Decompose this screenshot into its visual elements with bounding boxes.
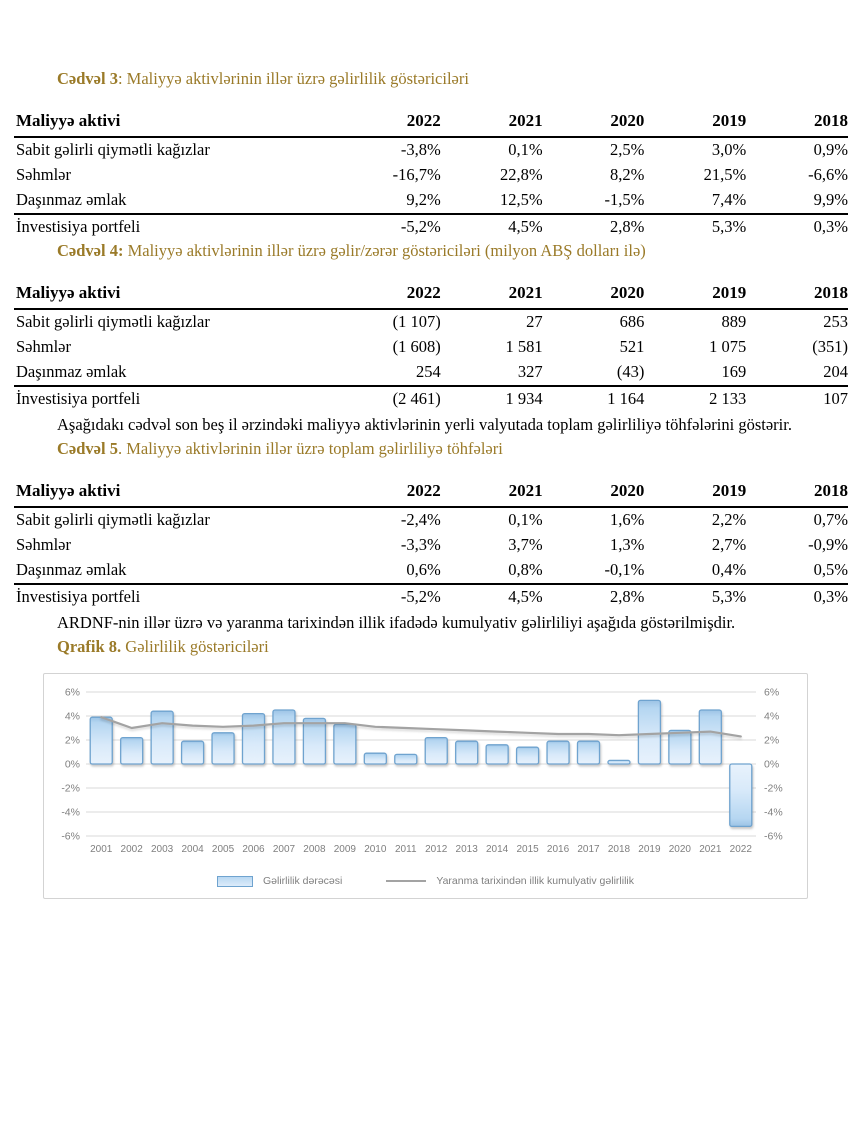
value-cell: 27 xyxy=(526,312,543,331)
value-cell: 5,3% xyxy=(711,217,747,236)
table-profit-loss-by-year xyxy=(14,282,848,412)
x-axis-label: 2011 xyxy=(395,844,417,855)
x-axis-label: 2008 xyxy=(303,844,326,855)
asset-label-cell: Sabit gəlirli qiymətli kağızlar xyxy=(16,140,210,159)
value-cell: 0,5% xyxy=(746,558,848,584)
value-cell: 0,7% xyxy=(813,510,848,529)
bar-2001 xyxy=(90,717,112,764)
y-axis-label-left: -4% xyxy=(61,806,80,819)
returns-chart-frame xyxy=(43,673,808,899)
chart-caption-label: Qrafik 8. xyxy=(57,637,122,656)
value-cell: 9,2% xyxy=(339,188,441,214)
value-cell: 0,9% xyxy=(813,140,848,159)
value-cell: -16,7% xyxy=(392,165,441,184)
bar-2013 xyxy=(456,741,478,764)
chart-caption-text: Gəlirlilik göstəriciləri xyxy=(121,637,269,656)
asset-label-cell: Səhmlər xyxy=(16,535,71,554)
year-column-header: 2018 xyxy=(746,480,848,507)
value-cell: 169 xyxy=(644,360,746,386)
bar-2012 xyxy=(425,738,447,764)
bar-2021 xyxy=(699,710,721,764)
asset-column-header: Maliyyə aktivi xyxy=(14,110,339,137)
table-total-row xyxy=(14,584,848,610)
year-column-header: 2022 xyxy=(339,110,441,137)
table4-caption-text: Maliyyə aktivlərinin illər üzrə gəlir/zərər göstəriciləri (milyon ABŞ dolları ilə) xyxy=(123,241,646,260)
asset-label-cell: Sabit gəlirli qiymətli kağızlar xyxy=(16,510,210,529)
value-cell: 0,8% xyxy=(441,558,543,584)
x-axis-label: 2021 xyxy=(699,844,722,855)
asset-label-cell: Daşınmaz əmlak xyxy=(14,188,339,214)
value-cell: 5,3% xyxy=(711,587,747,606)
value-cell: 1,6% xyxy=(610,510,645,529)
value-cell: 889 xyxy=(721,312,747,331)
value-cell: -3,3% xyxy=(400,535,441,554)
value-cell: 3,7% xyxy=(508,535,543,554)
y-axis-label-left: -2% xyxy=(61,782,80,795)
paragraph-cumulative-intro: ARDNF-nin illər üzrə və yaranma tarixindən illik ifadədə kumulyativ gəlirliliyi aşağıda göstərilmişdir. xyxy=(57,613,736,632)
x-axis-label: 2016 xyxy=(546,844,570,855)
x-axis-label: 2014 xyxy=(486,844,509,855)
bar-2018 xyxy=(608,760,630,764)
x-axis-label: 2015 xyxy=(516,844,539,855)
value-cell: 8,2% xyxy=(610,165,645,184)
year-column-header: 2018 xyxy=(746,110,848,137)
value-cell: (1 608) xyxy=(392,337,441,356)
value-cell: -0,1% xyxy=(543,558,645,584)
y-axis-label-left: 0% xyxy=(64,758,80,771)
value-cell: (351) xyxy=(812,337,848,356)
bar-2015 xyxy=(517,747,539,764)
value-cell: 204 xyxy=(746,360,848,386)
value-cell: 0,4% xyxy=(644,558,746,584)
value-cell: 2,8% xyxy=(610,587,645,606)
paragraph-contributions-intro: Aşağıdakı cədvəl son beş il ərzindəki maliyyə aktivlərinin yerli valyutada toplam gəlirliliyə töhfələrini göstərir. xyxy=(57,415,792,434)
value-cell: -1,5% xyxy=(543,188,645,214)
y-axis-label-right: -6% xyxy=(764,830,783,843)
x-axis-label: 2003 xyxy=(151,844,174,855)
table5-caption-label: Cədvəl 5 xyxy=(57,439,118,458)
value-cell: 327 xyxy=(441,360,543,386)
table-returns-by-year xyxy=(14,110,848,240)
y-axis-label-left: 6% xyxy=(64,686,80,699)
x-axis-label: 2004 xyxy=(181,844,204,855)
value-cell: 4,5% xyxy=(508,587,543,606)
bar-2010 xyxy=(364,753,386,764)
value-cell: -5,2% xyxy=(400,217,441,236)
y-axis-label-right: 0% xyxy=(764,758,780,771)
asset-column-header: Maliyyə aktivi xyxy=(14,480,339,507)
asset-label-cell: İnvestisiya portfeli xyxy=(16,389,141,408)
year-column-header: 2022 xyxy=(339,480,441,507)
value-cell: 2,2% xyxy=(711,510,747,529)
legend-bar-label: Gəlirlilik dərəcəsi xyxy=(263,875,343,887)
x-axis-label: 2012 xyxy=(425,844,448,855)
y-axis-label-left: 2% xyxy=(64,734,80,747)
x-axis-label: 2007 xyxy=(272,844,296,855)
bar-2017 xyxy=(578,741,600,764)
year-column-header: 2021 xyxy=(441,282,543,309)
bar-2016 xyxy=(547,741,569,764)
asset-label-cell: İnvestisiya portfeli xyxy=(16,217,141,236)
value-cell: 9,9% xyxy=(746,188,848,214)
table5-caption-text: . Maliyyə aktivlərinin illər üzrə toplam gəlirliliyə töhfələri xyxy=(117,439,503,458)
table3-caption-label: Cədvəl 3 xyxy=(57,69,118,88)
table-row xyxy=(14,507,848,533)
bar-2006 xyxy=(243,714,265,764)
bar-2007 xyxy=(273,710,295,764)
asset-label-cell: İnvestisiya portfeli xyxy=(16,587,141,606)
value-cell: 0,3% xyxy=(813,587,848,606)
x-axis-label: 2022 xyxy=(729,844,752,855)
y-axis-label-right: 6% xyxy=(764,686,780,699)
value-cell: 2,5% xyxy=(610,140,645,159)
table-row xyxy=(14,188,848,214)
table-row xyxy=(14,163,848,188)
value-cell: 1,3% xyxy=(610,535,645,554)
x-axis-label: 2017 xyxy=(577,844,600,855)
asset-label-cell: Səhmlər xyxy=(16,337,71,356)
asset-label-cell: Daşınmaz əmlak xyxy=(14,360,339,386)
y-axis-label-right: -4% xyxy=(764,806,783,819)
chart-caption xyxy=(57,636,862,658)
x-axis-label: 2009 xyxy=(333,844,356,855)
year-column-header: 2020 xyxy=(543,282,645,309)
bar-2004 xyxy=(182,741,204,764)
value-cell: 686 xyxy=(619,312,645,331)
value-cell: 0,1% xyxy=(508,140,543,159)
y-axis-label-right: 2% xyxy=(764,734,780,747)
table-row xyxy=(14,533,848,558)
x-axis-label: 2020 xyxy=(668,844,691,855)
value-cell: 253 xyxy=(823,312,848,331)
value-cell: -0,9% xyxy=(808,535,848,554)
year-column-header: 2021 xyxy=(441,110,543,137)
value-cell: -2,4% xyxy=(400,510,441,529)
value-cell: 21,5% xyxy=(703,165,747,184)
value-cell: 254 xyxy=(339,360,441,386)
table-row xyxy=(14,309,848,335)
value-cell: 0,1% xyxy=(508,510,543,529)
value-cell: -3,8% xyxy=(400,140,441,159)
table-row xyxy=(14,360,848,386)
year-column-header: 2020 xyxy=(543,480,645,507)
x-axis-label: 2019 xyxy=(638,844,661,855)
bar-2002 xyxy=(121,738,143,764)
value-cell: 4,5% xyxy=(508,217,543,236)
value-cell: -5,2% xyxy=(400,587,441,606)
value-cell: 521 xyxy=(619,337,645,356)
year-column-header: 2019 xyxy=(644,282,746,309)
legend-line-label: Yaranma tarixindən illik kumulyativ gəlirlilik xyxy=(436,875,634,887)
value-cell: 2,7% xyxy=(711,535,747,554)
bar-2019 xyxy=(638,700,660,764)
year-column-header: 2019 xyxy=(644,110,746,137)
value-cell: 22,8% xyxy=(499,165,543,184)
chart-legend xyxy=(44,866,807,896)
bar-2014 xyxy=(486,745,508,764)
table-total-row xyxy=(14,386,848,412)
bar-2020 xyxy=(669,730,691,764)
bar-2009 xyxy=(334,724,356,764)
asset-label-cell: Sabit gəlirli qiymətli kağızlar xyxy=(16,312,210,331)
y-axis-label-left: -6% xyxy=(61,830,80,843)
value-cell: (43) xyxy=(543,360,645,386)
value-cell: 3,0% xyxy=(711,140,747,159)
value-cell: 0,3% xyxy=(813,217,848,236)
value-cell: 107 xyxy=(823,389,848,408)
table-total-row xyxy=(14,214,848,240)
year-column-header: 2018 xyxy=(746,282,848,309)
value-cell: 1 164 xyxy=(607,389,645,408)
legend-bar-swatch xyxy=(217,876,253,887)
x-axis-label: 2010 xyxy=(364,844,387,855)
table-row xyxy=(14,558,848,584)
returns-chart xyxy=(44,674,807,866)
value-cell: (1 107) xyxy=(392,312,441,331)
y-axis-label-right: -2% xyxy=(764,782,783,795)
value-cell: 1 934 xyxy=(505,389,543,408)
bar-2022 xyxy=(730,764,752,826)
bar-2003 xyxy=(151,711,173,764)
bar-2005 xyxy=(212,733,234,764)
asset-label-cell: Səhmlər xyxy=(16,165,71,184)
table3-caption-text: : Maliyyə aktivlərinin illər üzrə gəlirlilik göstəriciləri xyxy=(117,69,469,88)
asset-column-header: Maliyyə aktivi xyxy=(14,282,339,309)
year-column-header: 2019 xyxy=(644,480,746,507)
year-column-header: 2020 xyxy=(543,110,645,137)
asset-label-cell: Daşınmaz əmlak xyxy=(14,558,339,584)
table4-caption-label: Cədvəl 4: xyxy=(57,241,124,260)
bar-2011 xyxy=(395,754,417,764)
y-axis-label-right: 4% xyxy=(764,710,780,723)
x-axis-label: 2018 xyxy=(607,844,631,855)
value-cell: 2,8% xyxy=(610,217,645,236)
value-cell: 7,4% xyxy=(644,188,746,214)
y-axis-label-left: 4% xyxy=(64,710,80,723)
x-axis-label: 2005 xyxy=(211,844,235,855)
value-cell: 2 133 xyxy=(709,389,747,408)
table3-caption xyxy=(57,68,862,90)
value-cell: (2 461) xyxy=(392,389,441,408)
x-axis-label: 2001 xyxy=(90,844,113,855)
table-row xyxy=(14,137,848,163)
value-cell: -6,6% xyxy=(808,165,848,184)
table-total-return-contributions xyxy=(14,480,848,610)
year-column-header: 2022 xyxy=(339,282,441,309)
table-row xyxy=(14,335,848,360)
value-cell: 0,6% xyxy=(339,558,441,584)
value-cell: 1 581 xyxy=(505,337,543,356)
x-axis-label: 2013 xyxy=(455,844,478,855)
x-axis-label: 2002 xyxy=(120,844,143,855)
x-axis-label: 2006 xyxy=(242,844,265,855)
value-cell: 12,5% xyxy=(441,188,543,214)
bar-2008 xyxy=(303,718,325,764)
year-column-header: 2021 xyxy=(441,480,543,507)
table4-caption xyxy=(57,240,862,262)
value-cell: 1 075 xyxy=(709,337,747,356)
table5-caption xyxy=(57,438,862,460)
legend-line-swatch xyxy=(386,880,426,882)
